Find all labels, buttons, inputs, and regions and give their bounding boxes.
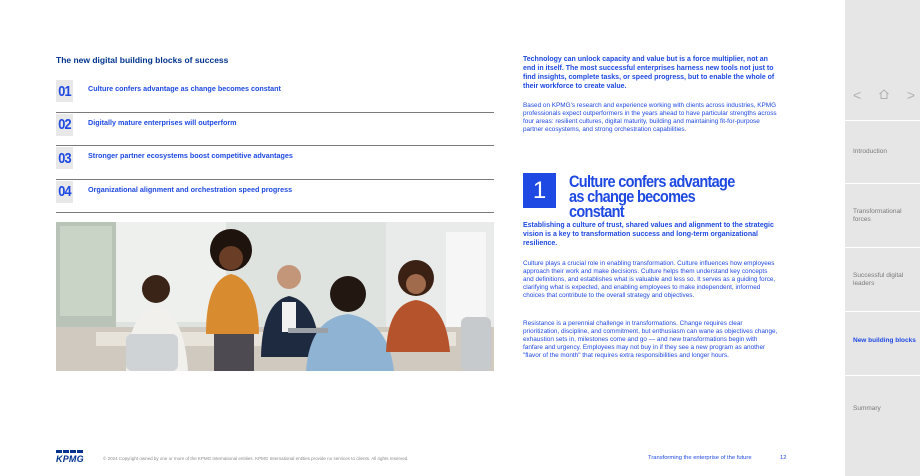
building-block-item[interactable]	[56, 180, 494, 214]
building-blocks-title: The new digital building blocks of success	[56, 55, 229, 65]
building-block-item[interactable]	[56, 113, 494, 147]
sidebar-divider	[845, 120, 920, 121]
block-label: Culture confers advantage as change becomes constant	[88, 84, 281, 93]
sidebar-item-summary[interactable]: Summary	[853, 405, 881, 412]
sidebar-item-transformational-forces[interactable]: Transformational forces	[853, 208, 902, 223]
block-number: 03	[56, 147, 73, 169]
sidebar-divider	[845, 247, 920, 248]
building-block-item[interactable]	[56, 79, 494, 113]
previous-page-button[interactable]: <	[853, 87, 862, 103]
block-label: Organizational alignment and orchestration speed progress	[88, 184, 293, 194]
document-title: Transforming the enterprise of the future	[648, 455, 752, 461]
section-paragraph: Resistance is a perennial challenge in transformations. Change requires clear prioritization, discipline, and commitment, but enthusiasm can wane as objectives change, exhaustion sets in, milestones come and go — and new transformations begin with fanfare and urgency. Employees may not buy in if they see a new program as another "flavor of the month" that requires extra responsibilities and longer hours.	[523, 320, 778, 359]
team-meeting-illustration	[56, 222, 494, 371]
navigation-sidebar	[845, 0, 920, 476]
kpmg-logo	[56, 454, 84, 464]
block-number: 02	[56, 114, 73, 136]
sidebar-item-introduction[interactable]: Introduction	[853, 148, 887, 155]
logo-text: KPMG	[56, 454, 84, 464]
sidebar-divider	[845, 183, 920, 184]
building-block-item[interactable]	[56, 146, 494, 180]
block-number: 04	[56, 181, 73, 203]
sidebar-divider	[845, 375, 920, 376]
sidebar-item-successful-digital-leaders[interactable]: Successful digital leaders	[853, 272, 904, 287]
block-number: 01	[56, 80, 73, 102]
section-title: Culture confers advantage as change becomes constant	[569, 173, 735, 221]
sidebar-divider	[845, 311, 920, 312]
block-label: Digitally mature enterprises will outperform	[88, 117, 237, 127]
building-blocks-list	[56, 79, 494, 213]
section-lead: Establishing a culture of trust, shared values and alignment to the strategic vision is a key to transformation success and long-term organizational resilience.	[523, 222, 774, 247]
section-paragraph: Culture plays a crucial role in enabling transformation. Culture influences how employees approach their work and make decisions. Culture helps them understand key concepts and definitions, and establishes what is valuable and less so. It serves as a guiding force, clarifying what is expected, and enabling employees to make independent, informed choices that contribute to the overall strategy and objectives.	[523, 260, 776, 299]
page-number: 12	[780, 455, 787, 461]
intro-body: Based on KPMG's research and experience working with clients across industries, KPMG professionals expect outperformers in the years ahead to have particular strengths across four areas: resilient cultures, digital maturity, building and maintaining fit-for-purpose partner ecosystems, and strong orchestration capabilities.	[523, 102, 777, 133]
sidebar-item-new-building-blocks[interactable]: New building blocks	[853, 337, 916, 344]
copyright-text: © 2024 Copyright owned by one or more of the KPMG International entities. KPMG International entities provide no services to clients. All rights reserved.	[103, 456, 409, 461]
page-nav	[853, 86, 915, 104]
team-meeting-photo	[56, 222, 494, 371]
next-page-button[interactable]: >	[906, 87, 915, 103]
intro-lead: Technology can unlock capacity and value but is a force multiplier, not an end in itself. The most successful enterprises harness new tools not just to find insights, complete tasks, or speed progress, but to enable the whole of their workforce to create value.	[523, 56, 775, 90]
home-icon[interactable]	[878, 87, 890, 103]
block-label: Stronger partner ecosystems boost competitive advantages	[88, 151, 293, 160]
section-number-badge: 1	[523, 173, 556, 208]
